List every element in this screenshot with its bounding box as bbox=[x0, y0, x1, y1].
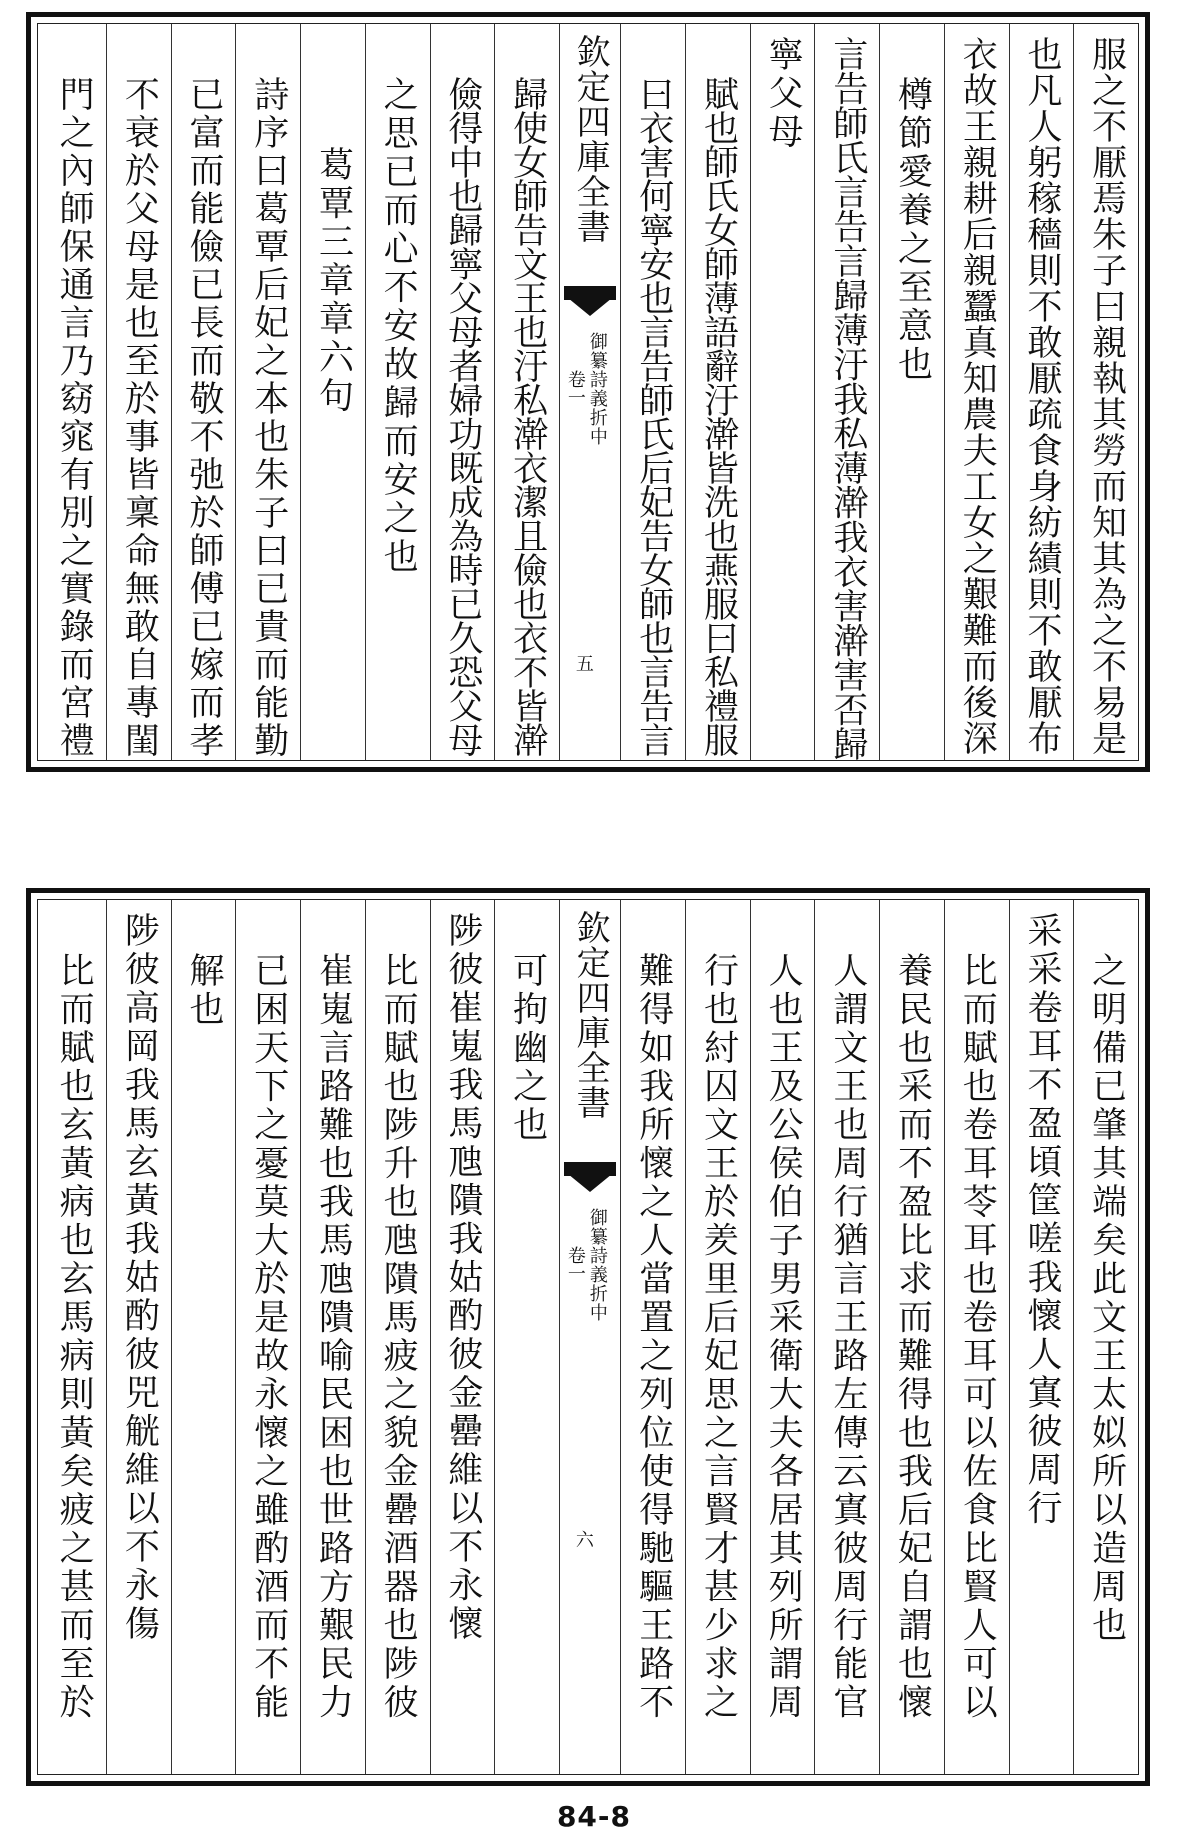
center-fold-column bbox=[559, 900, 620, 1774]
text-column: 比而賦也卷耳苓耳也卷耳可以佐食比賢人可以 bbox=[944, 900, 1009, 1774]
text-column: 比而賦也玄黃病也玄馬病則黃矣疲之甚而至於 bbox=[54, 952, 95, 1722]
book-subtitle: 御纂詩義折中 bbox=[586, 332, 608, 446]
text-column: 難得如我所懷之人當置之列位使得馳驅王路不 bbox=[620, 900, 685, 1774]
text-column: 不衰於父母是也至於事皆稟命無敢自專閨 bbox=[106, 24, 171, 760]
text-column: 之明備已肇其端矣此文王太姒所以造周也 bbox=[1073, 900, 1138, 1774]
text-column: 采采卷耳不盈頃筐嗟我懷人寘彼周行 bbox=[1009, 900, 1074, 1774]
text-column: 服之不厭焉朱子曰親執其勞而知其為之不易是 bbox=[1073, 24, 1138, 760]
bottom-page-columns bbox=[37, 899, 1139, 1775]
text-column: 門之內師保通言乃窈窕有別之實錄而宮禮 bbox=[54, 76, 95, 760]
volume-label: 卷一 bbox=[564, 1246, 586, 1282]
text-column: 之思已而心不安故歸而安之也 bbox=[365, 24, 430, 760]
top-page-frame bbox=[26, 12, 1150, 772]
text-column: 人也王及公侯伯子男采衛大夫各居其列所謂周 bbox=[750, 900, 815, 1774]
fish-tail-ornament-icon bbox=[564, 1162, 616, 1194]
text-column: 已困天下之憂莫大於是故永懷之雖酌酒而不能 bbox=[235, 900, 300, 1774]
text-column: 歸使女師告文王也汙私澣衣潔且儉也衣不皆澣 bbox=[494, 24, 559, 760]
text-column: 曰衣害何寧安也言告師氏后妃告女師也言告言 bbox=[620, 24, 685, 760]
text-column: 寧父母 bbox=[750, 24, 815, 760]
text-column: 言告師氏言告言歸薄汙我私薄澣我衣害澣害否歸 bbox=[814, 24, 879, 760]
text-column: 詩序曰葛覃后妃之本也朱子曰已貴而能勤 bbox=[235, 24, 300, 760]
volume-label: 卷一 bbox=[564, 370, 586, 406]
text-column: 可拘幽之也 bbox=[494, 900, 559, 1774]
text-column: 比而賦也陟升也虺隤馬疲之貌金罍酒器也陟彼 bbox=[365, 900, 430, 1774]
text-column: 樽節愛養之至意也 bbox=[879, 24, 944, 760]
text-column: 崔嵬言路難也我馬虺隤喻民困也世路方艱民力 bbox=[300, 900, 365, 1774]
top-page-columns bbox=[37, 23, 1139, 761]
fish-tail-ornament-icon bbox=[564, 286, 616, 318]
book-subtitle: 御纂詩義折中 bbox=[586, 1208, 608, 1322]
leaf-page-number: 六 bbox=[572, 1530, 594, 1548]
text-column: 儉得中也歸寧父母者婦功既成為時已久恐父母 bbox=[430, 24, 495, 760]
text-column: 解也 bbox=[171, 900, 236, 1774]
text-column: 賦也師氏女師薄語辭汙澣皆洗也燕服曰私禮服 bbox=[685, 24, 750, 760]
text-column: 衣故王親耕后親蠶真知農夫工女之艱難而後深 bbox=[944, 24, 1009, 760]
text-column: 陟彼高岡我馬玄黃我姑酌彼兕觥維以不永傷 bbox=[106, 900, 171, 1774]
center-fold-column bbox=[559, 24, 620, 760]
page-footer-label: 84-8 bbox=[556, 1800, 632, 1833]
text-column: 已富而能儉已長而敬不弛於師傅已嫁而孝 bbox=[171, 24, 236, 760]
text-column: 人謂文王也周行猶言王路左傳云寘彼周行能官 bbox=[814, 900, 879, 1774]
bottom-page-frame bbox=[26, 888, 1150, 1786]
book-title: 欽定四庫全書 bbox=[570, 910, 611, 1120]
text-column: 也凡人躬稼穡則不敢厭疏食身紡績則不敢厭布 bbox=[1009, 24, 1074, 760]
text-column: 行也紂囚文王於羑里后妃思之言賢才甚少求之 bbox=[685, 900, 750, 1774]
leaf-page-number: 五 bbox=[572, 654, 594, 672]
text-column: 養民也采而不盈比求而難得也我后妃自謂也懷 bbox=[879, 900, 944, 1774]
book-title: 欽定四庫全書 bbox=[570, 34, 611, 244]
text-column: 陟彼崔嵬我馬虺隤我姑酌彼金罍維以不永懷 bbox=[430, 900, 495, 1774]
text-column: 葛覃三章章六句 bbox=[300, 24, 365, 760]
